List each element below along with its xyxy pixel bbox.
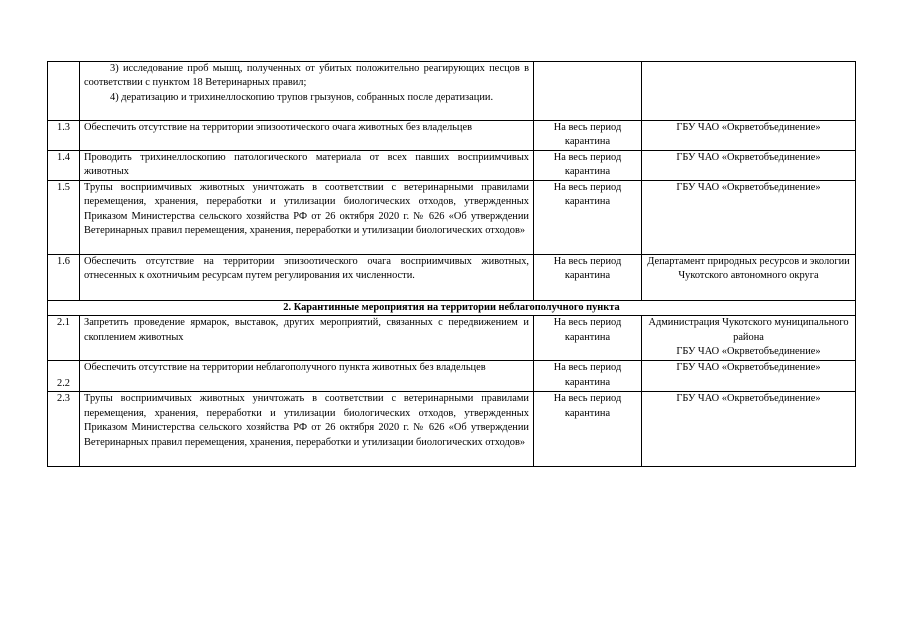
period-cell — [534, 62, 642, 121]
period-cell: На весь период карантина — [534, 255, 642, 301]
measure-text — [80, 62, 534, 121]
responsible-cell: Департамент природных ресурсов и экологии Чукотского автономного округа — [642, 255, 856, 301]
responsible-cell — [642, 316, 856, 361]
period-cell: На весь период карантина — [534, 181, 642, 255]
responsible-cell: ГБУ ЧАО «Окрветобъединение» — [642, 151, 856, 181]
measure-paragraph: 3) исследование проб мышц, полученных от убитых положительно реагирующих песцов в соответствии с пунктом 18 Ветеринарных правил; — [84, 63, 529, 89]
section-title: 2. Карантинные мероприятия на территории неблагополучного пункта — [48, 301, 856, 316]
table-row — [48, 62, 856, 121]
measure-text: Обеспечить отсутствие на территории эпизоотического очага восприимчивых животных, отнесенных к охотничьим ресурсам путем регулирования их численности. — [80, 255, 534, 301]
row-number: 1.3 — [48, 121, 80, 151]
table-row — [48, 392, 856, 467]
table-row — [48, 361, 856, 392]
row-number — [48, 62, 80, 121]
measure-paragraph: 4) дератизацию и трихинеллоскопию трупов грызунов, собранных после дератизации. — [110, 91, 494, 103]
table-row — [48, 316, 856, 361]
period-cell: На весь период карантина — [534, 361, 642, 392]
measure-text: Запретить проведение ярмарок, выставок, других мероприятий, связанных с передвижением и скоплением животных — [80, 316, 534, 361]
responsible-cell — [642, 62, 856, 121]
measure-text: Трупы восприимчивых животных уничтожать в соответствии с ветеринарными правилами перемещения, хранения, переработки и утилизации биологических отходов, утвержденных Приказом Министерства сельского хозяйства РФ от 26 октября 2020 г. № 626 «Об утверждении Ветеринарных правил перемещения, хранения, переработки и утилизации биологических отходов» — [80, 392, 534, 467]
responsible-cell: ГБУ ЧАО «Окрветобъединение» — [642, 121, 856, 151]
measure-text: Обеспечить отсутствие на территории неблагополучного пункта животных без владельцев — [80, 361, 534, 392]
period-cell: На весь период карантина — [534, 316, 642, 361]
section-header-row — [48, 301, 856, 316]
table-row — [48, 151, 856, 181]
quarantine-measures-table — [47, 61, 856, 467]
table-row — [48, 255, 856, 301]
row-number: 2.2 — [48, 361, 80, 392]
measure-text: Проводить трихинеллоскопию патологического материала от всех павших восприимчивых животных — [80, 151, 534, 181]
measure-text: Трупы восприимчивых животных уничтожать в соответствии с ветеринарными правилами перемещения, хранения, переработки и утилизации биологических отходов, утвержденных Приказом Министерства сельского хозяйства РФ от 26 октября 2020 г. № 626 «Об утверждении Ветеринарных правил перемещения, хранения, переработки и утилизации биологических отходов» — [80, 181, 534, 255]
row-number: 1.5 — [48, 181, 80, 255]
responsible-cell: ГБУ ЧАО «Окрветобъединение» — [642, 361, 856, 392]
row-number: 1.4 — [48, 151, 80, 181]
row-number: 2.1 — [48, 316, 80, 361]
measure-text: Обеспечить отсутствие на территории эпизоотического очага животных без владельцев — [80, 121, 534, 151]
row-number: 2.3 — [48, 392, 80, 467]
table-row — [48, 121, 856, 151]
responsible-line: Администрация Чукотского муниципального района — [648, 317, 849, 343]
period-cell: На весь период карантина — [534, 392, 642, 467]
row-number: 1.6 — [48, 255, 80, 301]
responsible-line: ГБУ ЧАО «Окрветобъединение» — [676, 346, 821, 358]
responsible-cell: ГБУ ЧАО «Окрветобъединение» — [642, 392, 856, 467]
table-row — [48, 181, 856, 255]
responsible-cell: ГБУ ЧАО «Окрветобъединение» — [642, 181, 856, 255]
period-cell: На весь период карантина — [534, 121, 642, 151]
period-cell: На весь период карантина — [534, 151, 642, 181]
